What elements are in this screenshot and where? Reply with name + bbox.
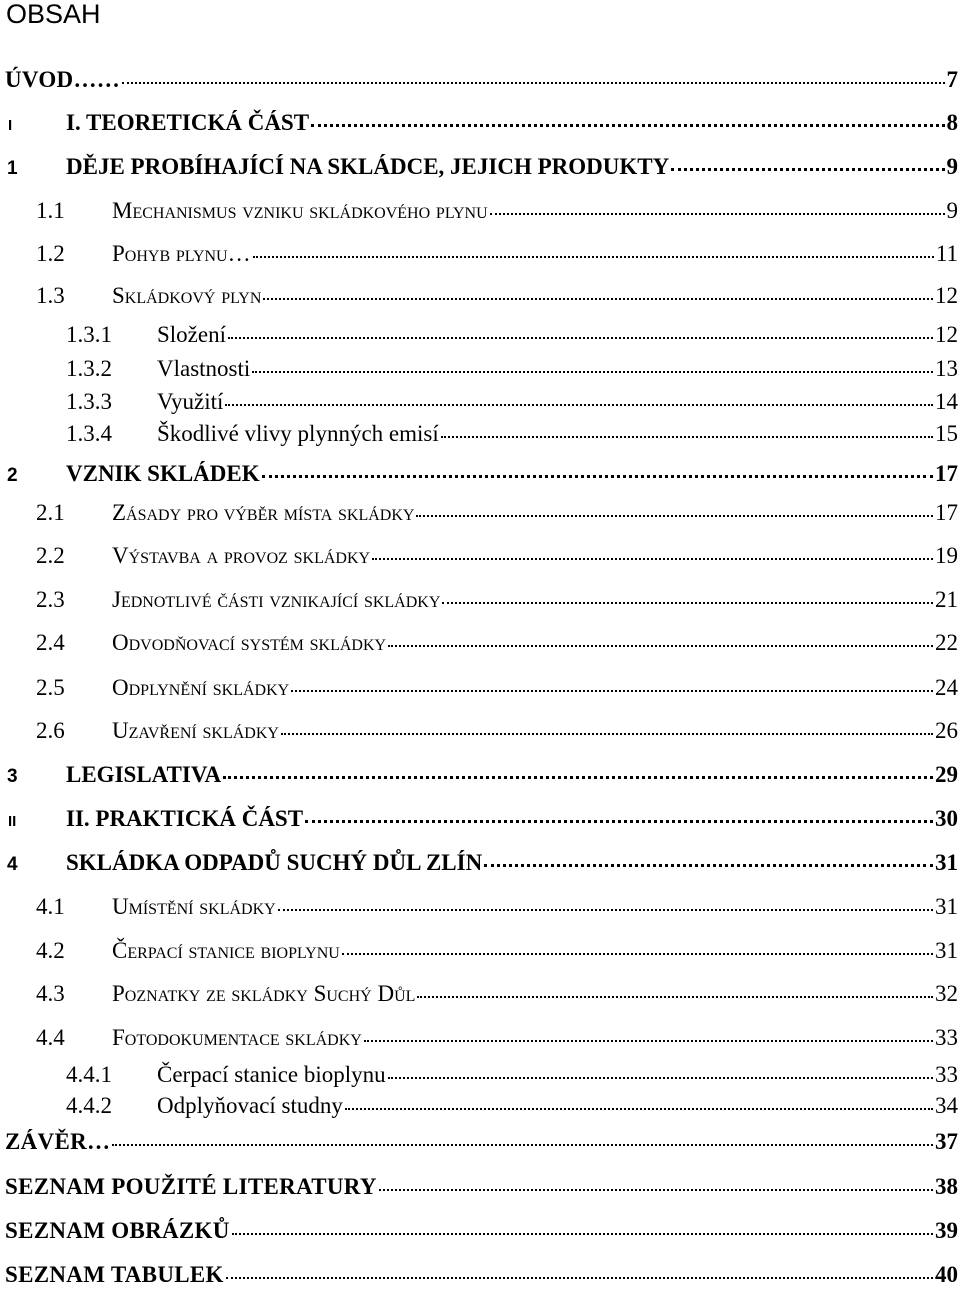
- toc-entry-title: Jednotlivé části vznikající skládky: [112, 587, 441, 612]
- toc-entry-page: 39: [935, 1218, 958, 1243]
- toc-entry-title: ÚVOD……: [5, 67, 121, 92]
- toc-entry-page: 22: [935, 630, 958, 655]
- toc-entry-number: 2.3: [36, 587, 65, 612]
- toc-entry-number: 1.2: [36, 241, 65, 266]
- toc-entry-page: 17: [935, 461, 958, 486]
- toc-entry[interactable]: [0, 283, 958, 313]
- toc-entry-number: 1.3.1: [66, 322, 112, 347]
- toc-entry-page: 14: [935, 389, 958, 414]
- toc-entry-page: 11: [935, 241, 958, 266]
- toc-entry-title: Vlastnosti: [157, 356, 251, 381]
- toc-entry-page: 33: [935, 1025, 958, 1050]
- toc-entry-page: 33: [935, 1062, 958, 1087]
- toc-entry-title: DĚJE PROBÍHAJÍCÍ NA SKLÁDCE, JEJICH PRODUKTY: [66, 154, 670, 179]
- dot-leader: [305, 820, 933, 823]
- toc-entry-title: I. TEORETICKÁ ČÁST: [66, 110, 310, 135]
- dot-leader: [226, 1277, 933, 1279]
- toc-entry[interactable]: [0, 154, 958, 184]
- toc-entry[interactable]: [0, 421, 958, 451]
- toc-entry[interactable]: [0, 198, 958, 228]
- dot-leader: [291, 690, 933, 692]
- toc-entry-number: 1: [7, 158, 18, 179]
- toc-entry-page: 15: [935, 421, 958, 446]
- dot-leader: [484, 864, 933, 867]
- toc-entry-title: Využití: [157, 389, 224, 414]
- toc-entry-title: ZÁVĚR…: [5, 1129, 111, 1154]
- toc-entry-number: 2: [7, 465, 18, 486]
- toc-entry-page: 12: [935, 322, 958, 347]
- dot-leader: [417, 996, 933, 998]
- toc-entry-page: 8: [946, 110, 958, 135]
- dot-leader: [372, 558, 933, 560]
- toc-entry-number: 2.6: [36, 718, 65, 743]
- toc-entry-number: 2.5: [36, 675, 65, 700]
- dot-leader: [671, 168, 944, 171]
- dot-leader: [223, 776, 933, 779]
- toc-entry[interactable]: [0, 1093, 958, 1123]
- toc-entry-title: Fotodokumentace skládky: [112, 1025, 362, 1050]
- toc-entry-title: Odplynění skládky: [112, 675, 290, 700]
- toc-entry-title: Odplyňovací studny: [157, 1093, 343, 1118]
- toc-entry-number: 4.2: [36, 938, 65, 963]
- toc-entry[interactable]: [0, 1174, 958, 1204]
- dot-leader: [490, 213, 945, 215]
- toc-entry[interactable]: [0, 1062, 958, 1092]
- toc-entry-page: 37: [935, 1129, 958, 1154]
- toc-entry[interactable]: [0, 543, 958, 573]
- toc-entry[interactable]: [0, 389, 958, 419]
- toc-entry-page: 21: [935, 587, 958, 612]
- toc-entry-page: 9: [946, 154, 958, 179]
- toc-entry-number: 1.3: [36, 283, 65, 308]
- toc-entry-page: 31: [935, 894, 958, 919]
- toc-entry-title: LEGISLATIVA: [66, 762, 222, 787]
- toc-entry[interactable]: [0, 241, 958, 271]
- dot-leader: [263, 298, 933, 300]
- dot-leader: [278, 909, 933, 911]
- toc-entry[interactable]: [0, 630, 958, 660]
- toc-entry-title: Poznatky ze skládky Suchý Důl: [112, 981, 416, 1006]
- toc-entry-page: 30: [935, 806, 958, 831]
- toc-entry-title: SEZNAM TABULEK: [5, 1262, 224, 1287]
- dot-leader: [441, 436, 933, 438]
- toc-entry[interactable]: [0, 806, 958, 836]
- toc-entry[interactable]: [0, 675, 958, 705]
- dot-leader: [442, 602, 933, 604]
- toc-entry[interactable]: [0, 894, 958, 924]
- toc-entry-title: II. PRAKTICKÁ ČÁST: [66, 806, 304, 831]
- toc-entry-number: 4.4.1: [66, 1062, 112, 1087]
- toc-entry-page: 17: [935, 500, 958, 525]
- toc-entry-page: 13: [935, 356, 958, 381]
- toc-entry-page: 32: [935, 981, 958, 1006]
- toc-entry[interactable]: [0, 938, 958, 968]
- toc-entry-page: 26: [935, 718, 958, 743]
- dot-leader: [345, 1108, 933, 1110]
- toc-entry-number: 1.3.2: [66, 356, 112, 381]
- toc-entry-page: 31: [935, 850, 958, 875]
- toc-entry-number: 4.4: [36, 1025, 65, 1050]
- toc-entry[interactable]: [0, 1218, 958, 1248]
- dot-leader: [364, 1040, 933, 1042]
- toc-entry[interactable]: [0, 1025, 958, 1055]
- dot-leader: [253, 256, 934, 258]
- toc-entry-number: 2.1: [36, 500, 65, 525]
- dot-leader: [225, 404, 933, 406]
- toc-entry-title: Škodlivé vlivy plynných emisí: [157, 421, 439, 446]
- toc-entry[interactable]: [0, 981, 958, 1011]
- toc-entry-title: SEZNAM OBRÁZKŮ: [5, 1218, 230, 1243]
- toc-entry-title: Pohyb plynu…: [112, 241, 251, 266]
- toc-entry-number: 1.1: [36, 198, 65, 223]
- toc-entry-number: 4.1: [36, 894, 65, 919]
- toc-entry-number: 3: [7, 766, 18, 787]
- toc-entry-page: 40: [935, 1262, 958, 1287]
- dot-leader: [112, 1144, 933, 1146]
- toc-entry-page: 19: [935, 543, 958, 568]
- dot-leader: [311, 124, 944, 127]
- dot-leader: [388, 645, 933, 647]
- toc-entry[interactable]: [0, 500, 958, 530]
- toc-entry-title: Odvodňovací systém skládky: [112, 630, 387, 655]
- toc-entry[interactable]: [0, 718, 958, 748]
- toc-entry-page: 38: [935, 1174, 958, 1199]
- toc-entry-page: 34: [935, 1093, 958, 1118]
- toc-entry-number: 1.3.4: [66, 421, 112, 446]
- toc-entry-page: 9: [946, 198, 958, 223]
- toc-entry[interactable]: [0, 356, 958, 386]
- toc-entry-number: II: [8, 813, 17, 830]
- toc-entry-title: Uzavření skládky: [112, 718, 279, 743]
- toc-entry-page: 29: [935, 762, 958, 787]
- dot-leader: [342, 953, 933, 955]
- page-title: OBSAH: [6, 0, 101, 29]
- toc-entry-number: 2.2: [36, 543, 65, 568]
- toc-entry-number: 1.3.3: [66, 389, 112, 414]
- toc-entry[interactable]: [0, 587, 958, 617]
- toc-entry-title: Skládkový plyn: [112, 283, 262, 308]
- toc-entry-title: VZNIK SKLÁDEK: [66, 461, 260, 486]
- toc-entry-title: Mechanismus vzniku skládkového plynu: [112, 198, 488, 223]
- toc-entry-number: 4: [7, 854, 18, 875]
- dot-leader: [281, 733, 933, 735]
- dot-leader: [416, 515, 933, 517]
- toc-entry-page: 24: [935, 675, 958, 700]
- toc-entry[interactable]: [0, 1129, 958, 1159]
- toc-entry-title: Čerpací stanice bioplynu: [112, 938, 340, 963]
- dot-leader: [228, 337, 933, 339]
- dot-leader: [262, 475, 933, 478]
- toc-entry[interactable]: [0, 850, 958, 880]
- toc-entry[interactable]: [0, 110, 958, 140]
- toc-entry-number: I: [8, 117, 13, 134]
- toc-entry-page: 12: [935, 283, 958, 308]
- toc-entry-page: 31: [935, 938, 958, 963]
- toc-entry-number: 2.4: [36, 630, 65, 655]
- toc-entry-number: 4.3: [36, 981, 65, 1006]
- dot-leader: [388, 1077, 933, 1079]
- toc-entry[interactable]: [0, 762, 958, 792]
- toc-entry[interactable]: [0, 461, 958, 491]
- dot-leader: [232, 1233, 933, 1235]
- toc-entry-title: SEZNAM POUŽITÉ LITERATURY: [5, 1174, 377, 1199]
- toc-entry-title: Složení: [157, 322, 226, 347]
- toc-entry-title: Zásady pro výběr místa skládky: [112, 500, 415, 525]
- toc-entry[interactable]: [0, 322, 958, 352]
- dot-leader: [379, 1189, 933, 1191]
- toc-entry-title: Čerpací stanice bioplynu: [157, 1062, 386, 1087]
- toc-entry-title: SKLÁDKA ODPADŮ SUCHÝ DŮL ZLÍN: [66, 850, 483, 875]
- toc-entry-title: Umístění skládky: [112, 894, 276, 919]
- toc-entry-number: 4.4.2: [66, 1093, 112, 1118]
- dot-leader: [252, 371, 933, 373]
- toc-entry-page: 7: [946, 67, 958, 92]
- dot-leader: [122, 82, 944, 84]
- toc-entry[interactable]: [0, 67, 958, 97]
- toc-entry[interactable]: [0, 1262, 958, 1292]
- toc-entry-title: Výstavba a provoz skládky: [112, 543, 371, 568]
